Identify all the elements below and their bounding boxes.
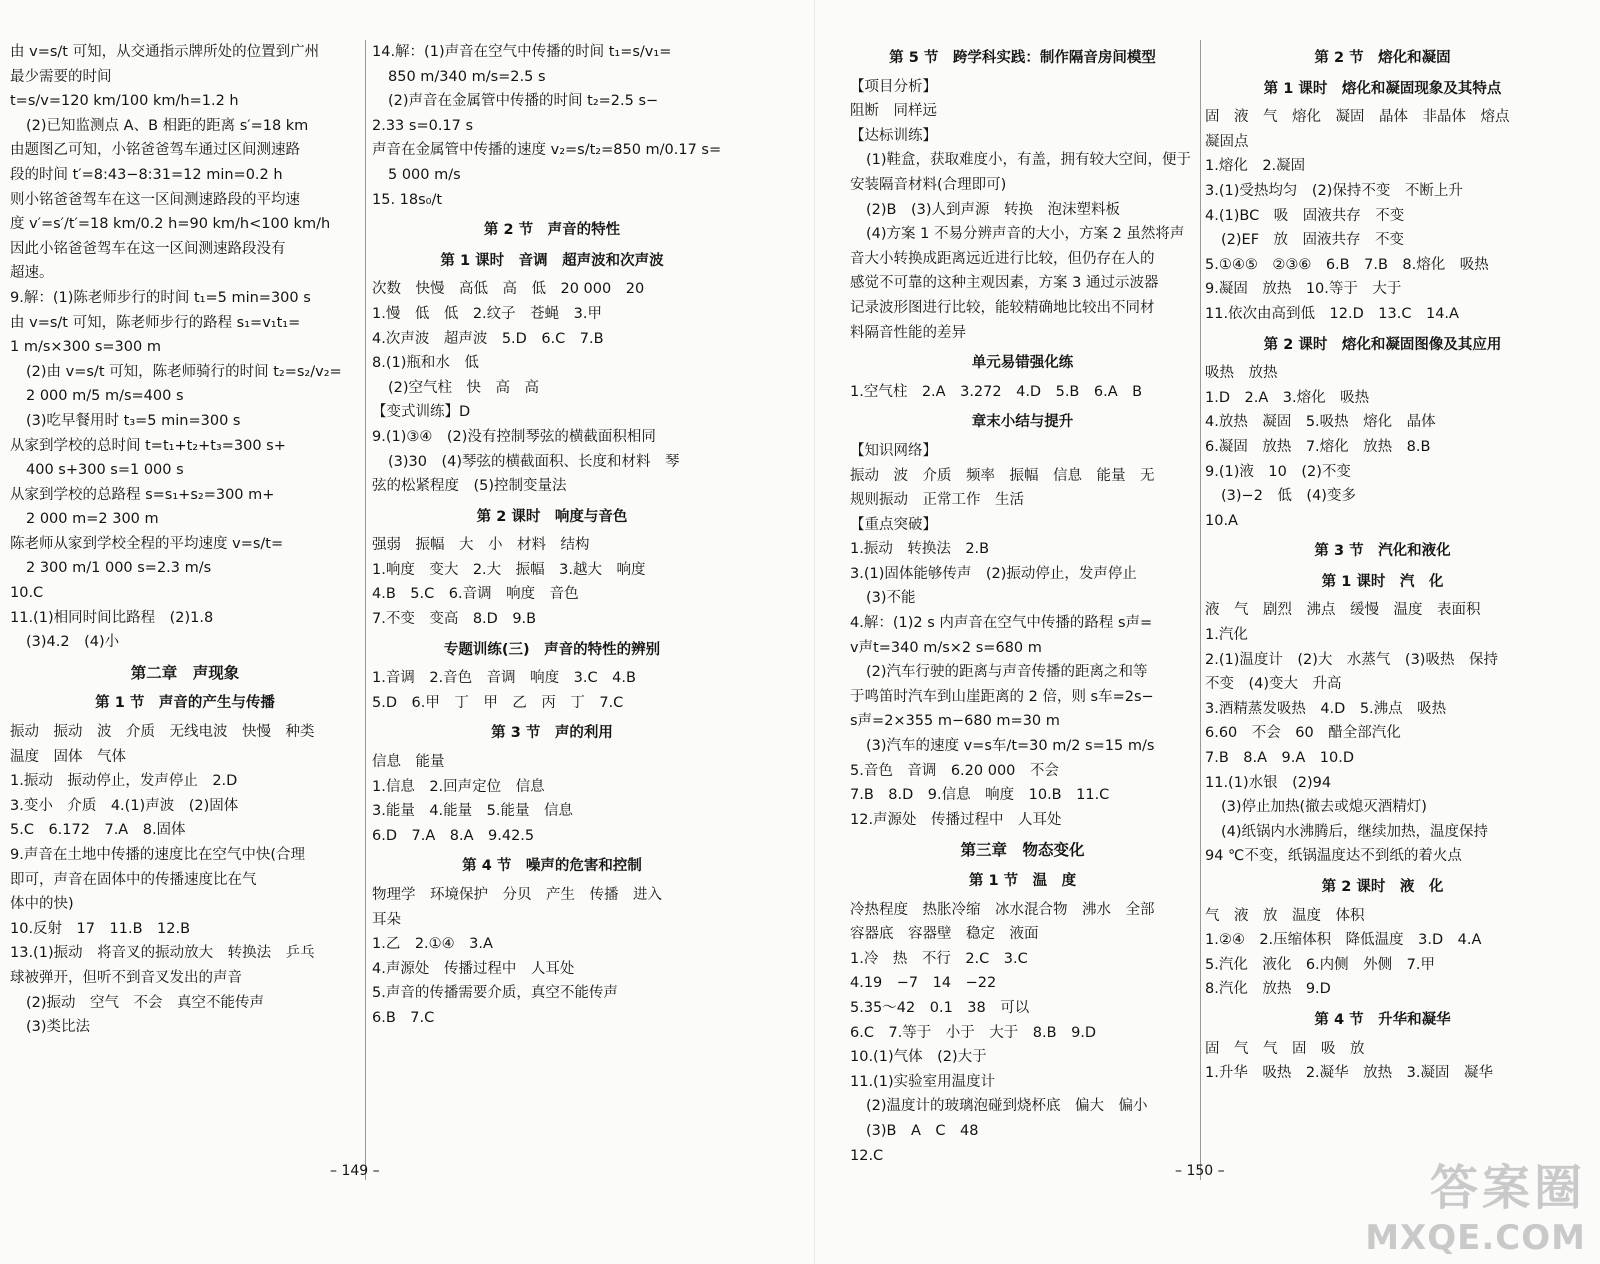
answer-line: 4.放热 凝固 5.吸热 熔化 晶体 [1205, 414, 1436, 431]
answer-line: 于鸣笛时汽车到山崖距离的 2 倍，则 s车=2s− [850, 688, 1154, 705]
answer-line: s声=2×355 m−680 m=30 m [850, 713, 1060, 730]
answer-line: 5.声音的传播需要介质，真空不能传声 [372, 985, 618, 1002]
answer-line: 9.凝固 放热 10.等于 大于 [1205, 281, 1402, 298]
answer-line: 温度 固体 气体 [10, 748, 126, 765]
answer-line: (3)30 (4)琴弦的横截面积、长度和材料 琴 [388, 453, 680, 470]
answer-line: 1.信息 2.回声定位 信息 [372, 778, 545, 795]
answer-line: 4.解：(1)2 s 内声音在空气中传播的路程 s声= [850, 615, 1153, 632]
answer-line: (3)吃早餐用时 t₃=5 min=300 s [26, 412, 241, 429]
answer-line: 则小铭爸爸驾车在这一区间测速路段的平均速 [10, 191, 300, 208]
section-heading: 第 2 课时 熔化和凝固图像及其应用 [1263, 336, 1502, 353]
answer-line: (2)温度计的玻璃泡碰到烧杯底 偏大 偏小 [866, 1098, 1148, 1115]
answer-line: 记录波形图进行比较，能较精确地比较出不同材 [850, 299, 1155, 316]
answer-line: 冷热程度 热胀冷缩 冰水混合物 沸水 全部 [850, 901, 1155, 918]
answer-line: 6.C 7.等于 小于 大于 8.B 9.D [850, 1024, 1097, 1041]
answer-line: 从家到学校的总路程 s=s₁+s₂=300 m+ [10, 486, 275, 503]
answer-line: 6.D 7.A 8.A 9.42.5 [372, 827, 535, 844]
answer-line: 不变 (4)变大 升高 [1205, 676, 1342, 693]
answer-line: (3)4.2 (4)小 [26, 634, 120, 651]
answer-line: 5.①④⑤ ②③⑥ 6.B 7.B 8.熔化 吸热 [1205, 256, 1489, 273]
answer-line: 声音在金属管中传播的速度 v₂=s/t₂=850 m/0.17 s= [372, 142, 722, 159]
answer-line: 12.C [850, 1147, 884, 1164]
answer-line: 2 000 m/5 m/s=400 s [26, 388, 184, 405]
answer-line: 3.(1)固体能够传声 (2)振动停止，发声停止 [850, 565, 1137, 582]
answer-line: 5.音色 音调 6.20 000 不会 [850, 762, 1059, 779]
answer-line: 5 000 m/s [388, 166, 461, 183]
answer-line: 6.凝固 放热 7.熔化 放热 8.B [1205, 438, 1431, 455]
answer-line: 2.(1)温度计 (2)大 水蒸气 (3)吸热 保持 [1205, 651, 1498, 668]
answer-line: 因此小铭爸爸驾车在这一区间测速路段没有 [10, 240, 286, 257]
answer-line: 吸热 放热 [1205, 365, 1278, 382]
answer-line: 最少需要的时间 [10, 68, 112, 85]
answer-line: 4.次声波 超声波 5.D 6.C 7.B [372, 330, 604, 347]
answer-line: 1.D 2.A 3.熔化 吸热 [1205, 389, 1370, 406]
answer-line: 次数 快慢 高低 高 低 20 000 20 [372, 281, 645, 298]
answer-line: 1.②④ 2.压缩体积 降低温度 3.D 4.A [1205, 932, 1482, 949]
answer-line: 弦的松紧程度 (5)控制变量法 [372, 478, 567, 495]
answer-line: 1.空气柱 2.A 3.272 4.D 5.B 6.A B [850, 383, 1143, 400]
answer-line: 【知识网络】 [850, 442, 937, 459]
answer-line: (3)不能 [866, 590, 916, 607]
answer-line: 【变式训练】D [372, 404, 471, 421]
answer-line: 1.振动 转换法 2.B [850, 541, 990, 558]
answer-line: v声t=340 m/s×2 s=680 m [850, 639, 1042, 656]
answer-line: t=s/v=120 km/100 km/h=1.2 h [10, 93, 239, 110]
answer-line: 振动 振动 波 介质 无线电波 快慢 种类 [10, 724, 315, 741]
column-divider [365, 40, 366, 1180]
column-divider [1200, 40, 1201, 1180]
answer-line: 段的时间 t′=8:43−8:31=12 min=0.2 h [10, 166, 283, 183]
left-column-1 [10, 40, 360, 1180]
answer-line: 2 000 m=2 300 m [26, 511, 159, 528]
section-heading: 第 5 节 跨学科实践：制作隔音房间模型 [889, 50, 1156, 66]
answer-line: 度 v′=s′/t′=18 km/0.2 h=90 km/h<100 km/h [10, 216, 331, 233]
section-heading: 第 2 节 声音的特性 [483, 222, 621, 239]
section-heading: 第 1 课时 熔化和凝固现象及其特点 [1263, 80, 1502, 97]
section-heading: 第 3 节 汽化和液化 [1314, 543, 1451, 560]
answer-line: (1)鞋盒，获取难度小，有盖，拥有较大空间，便于 [866, 152, 1192, 169]
answer-line: 11.(1)实验室用温度计 [850, 1073, 996, 1090]
answer-line: 7.B 8.D 9.信息 响度 10.B 11.C [850, 787, 1110, 804]
answer-line: 【重点突破】 [850, 516, 937, 533]
answer-line: 音大小转换成距离远近进行比较，但仍存在人的 [850, 250, 1155, 267]
answer-line: 7.不变 变高 8.D 9.B [372, 611, 537, 628]
left-column-2 [372, 40, 732, 1180]
answer-line: 【项目分析】 [850, 78, 937, 95]
answer-line: 400 s+300 s=1 000 s [26, 462, 184, 479]
answer-line: (2)振动 空气 不会 真空不能传声 [26, 994, 265, 1011]
answer-line: 8.汽化 放热 9.D [1205, 981, 1331, 998]
answer-line: 1.冷 热 不行 2.C 3.C [850, 950, 1028, 967]
answer-line: (2)由 v=s/t 可知，陈老师骑行的时间 t₂=s₂/v₂= [26, 363, 342, 380]
answer-line: 1.升华 吸热 2.凝华 放热 3.凝固 凝华 [1205, 1065, 1494, 1082]
answer-line: (2)B (3)人到声源 转换 泡沫塑料板 [866, 201, 1121, 218]
answer-line: 8.(1)瓶和水 低 [372, 355, 479, 372]
answer-line: 料隔音性能的差异 [850, 324, 966, 341]
answer-line: 振动 波 介质 频率 振幅 信息 能量 无 [850, 467, 1155, 484]
answer-line: 固 液 气 熔化 凝固 晶体 非晶体 熔点 [1205, 109, 1510, 126]
answer-line: 11.(1)相同时间比路程 (2)1.8 [10, 609, 214, 626]
answer-line: 由 v=s/t 可知，从交通指示牌所处的位置到广州 [10, 44, 320, 60]
answer-line: (2)已知监测点 A、B 相距的距离 s′=18 km [26, 117, 309, 134]
answer-line: 1.乙 2.①④ 3.A [372, 936, 493, 953]
answer-line: (2)EF 放 固液共存 不变 [1221, 232, 1405, 249]
answer-line: 3.能量 4.能量 5.能量 信息 [372, 803, 574, 820]
answer-line: 6.60 不会 60 醋全部汽化 [1205, 725, 1401, 742]
section-heading: 第 1 节 声音的产生与传播 [95, 695, 275, 712]
answer-line: 3.酒精蒸发吸热 4.D 5.沸点 吸热 [1205, 700, 1447, 717]
answer-line: 液 气 剧烈 沸点 缓慢 温度 表面积 [1205, 602, 1481, 619]
answer-line: 4.B 5.C 6.音调 响度 音色 [372, 586, 579, 603]
answer-line: 10.A [1205, 512, 1238, 529]
answer-line: 10.(1)气体 (2)大于 [850, 1049, 987, 1066]
book-spine [814, 0, 815, 1264]
answer-line: (3)汽车的速度 v=s车/t=30 m/2 s=15 m/s [866, 738, 1155, 755]
answer-line: 9.(1)液 10 (2)不变 [1205, 463, 1351, 480]
section-heading: 第 1 课时 音调 超声波和次声波 [440, 252, 664, 269]
answer-line: 94 ℃不变，纸锅温度达不到纸的着火点 [1205, 848, 1462, 865]
answer-line: (3)类比法 [26, 1019, 91, 1036]
answer-line: 7.B 8.A 9.A 10.D [1205, 750, 1355, 767]
answer-line: 2.33 s=0.17 s [372, 117, 474, 134]
left-page [10, 40, 790, 1180]
section-heading: 第二章 声现象 [130, 663, 240, 682]
section-heading: 第 1 节 温 度 [968, 873, 1077, 889]
answer-line: 850 m/340 m/s=2.5 s [388, 68, 546, 85]
answer-line: 即可，声音在固体中的传播速度比在气 [10, 871, 257, 888]
answer-line: (4)方案 1 不易分辨声音的大小，方案 2 虽然将声 [866, 226, 1185, 243]
section-heading: 第 4 节 噪声的危害和控制 [462, 858, 642, 875]
watermark-line1: 答案圈 [1429, 1160, 1586, 1216]
section-heading: 第 3 节 声的利用 [491, 725, 613, 742]
answer-line: (3)B A C 48 [866, 1122, 979, 1139]
answer-line: (2)汽车行驶的距离与声音传播的距离之和等 [866, 664, 1148, 681]
answer-line: (3)停止加热(撤去或熄灭酒精灯) [1221, 799, 1427, 816]
answer-line: 感觉不可靠的这种主观因素，方案 3 通过示波器 [850, 275, 1159, 292]
answer-line: 9.(1)③④ (2)没有控制琴弦的横截面积相同 [372, 428, 656, 445]
answer-line: 固 气 气 固 吸 放 [1205, 1040, 1365, 1057]
answer-line: 陈老师从家到学校全程的平均速度 v=s/t= [10, 535, 284, 552]
answer-line: 14.解：(1)声音在空气中传播的时间 t₁=s/v₁= [372, 44, 672, 60]
answer-line: 耳朵 [372, 911, 401, 928]
answer-line: 从家到学校的总时间 t=t₁+t₂+t₃=300 s+ [10, 437, 286, 454]
section-heading: 第 1 课时 汽 化 [1321, 573, 1444, 590]
answer-line: 3.变小 介质 4.(1)声波 (2)固体 [10, 797, 239, 814]
answer-line: 由题图乙可知，小铭爸爸驾车通过区间测速路 [10, 142, 300, 159]
answer-line: 11.依次由高到低 12.D 13.C 14.A [1205, 305, 1459, 322]
section-heading: 第 2 课时 液 化 [1321, 879, 1444, 895]
answer-line: 【达标训练】 [850, 127, 937, 144]
section-heading: 单元易错强化练 [971, 355, 1074, 372]
answer-line: 9.声音在土地中传播的速度比在空气中快(合理 [10, 847, 305, 863]
answer-line: 气 液 放 温度 体积 [1205, 907, 1365, 924]
answer-line: 1.慢 低 低 2.纹子 苍蝇 3.甲 [372, 305, 603, 322]
answer-line: (3)−2 低 (4)变多 [1221, 488, 1356, 505]
section-heading: 第三章 物态变化 [960, 841, 1085, 860]
section-heading: 第 4 节 升华和凝华 [1314, 1011, 1451, 1028]
answer-line: 5.C 6.172 7.A 8.固体 [10, 822, 186, 839]
answer-line: 12.声源处 传播过程中 人耳处 [850, 811, 1062, 828]
watermark-logo [1365, 1149, 1586, 1258]
answer-line: 超速。 [10, 265, 54, 282]
page-number-left: – 149 – [330, 1163, 380, 1179]
answer-line: 球被弹开，但听不到音叉发出的声音 [10, 969, 242, 986]
answer-line: 3.(1)受热均匀 (2)保持不变 不断上升 [1205, 182, 1463, 199]
answer-line: 5.35～42 0.1 38 可以 [850, 999, 1030, 1016]
answer-line: 1 m/s×300 s=300 m [10, 339, 161, 356]
answer-line: 9.解：(1)陈老师步行的时间 t₁=5 min=300 s [10, 289, 311, 306]
answer-line: 15. 18s₀/t [372, 191, 443, 208]
answer-line: 5.汽化 液化 6.内侧 外侧 7.甲 [1205, 956, 1436, 973]
answer-line: 6.B 7.C [372, 1009, 435, 1026]
right-column-2 [1205, 40, 1560, 1180]
right-column-1 [850, 40, 1195, 1180]
answer-line: 1.响度 变大 2.大 振幅 3.越大 响度 [372, 561, 646, 578]
answer-line: 10.C [10, 585, 44, 602]
right-page [850, 40, 1600, 1180]
answer-line: 安装隔音材料(合理即可) [850, 176, 1007, 193]
answer-line: 1.熔化 2.凝固 [1205, 158, 1306, 175]
answer-line: 物理学 环境保护 分贝 产生 传播 进入 [372, 887, 662, 903]
answer-line: 4.(1)BC 吸 固液共存 不变 [1205, 207, 1405, 224]
answer-line: 容器底 容器壁 稳定 液面 [850, 926, 1039, 943]
answer-line: 11.(1)水银 (2)94 [1205, 774, 1332, 791]
answer-line: 13.(1)振动 将音叉的振动放大 转换法 乒乓 [10, 945, 315, 962]
section-heading: 第 2 课时 响度与音色 [476, 508, 628, 525]
answer-line: 阻断 同样远 [850, 103, 937, 120]
answer-line: 4.声源处 传播过程中 人耳处 [372, 960, 575, 977]
section-heading: 专题训练(三) 声音的特性的辨别 [443, 641, 661, 658]
answer-line: 5.D 6.甲 丁 甲 乙 丙 丁 7.C [372, 694, 624, 711]
answer-line: 10.反射 17 11.B 12.B [10, 920, 191, 937]
answer-line: 1.振动 振动停止，发声停止 2.D [10, 773, 238, 790]
answer-line: 1.音调 2.音色 音调 响度 3.C 4.B [372, 670, 636, 687]
answer-line: (2)空气柱 快 高 高 [388, 379, 540, 396]
page-number-right: – 150 – [1175, 1163, 1225, 1179]
answer-line: 4.19 −7 14 −22 [850, 975, 997, 992]
answer-line: 1.汽化 [1205, 627, 1248, 644]
answer-line: 凝固点 [1205, 133, 1249, 150]
answer-line: 规则振动 正常工作 生活 [850, 492, 1024, 509]
watermark-line2: MXQE.COM [1365, 1218, 1586, 1258]
section-heading: 章末小结与提升 [971, 414, 1074, 431]
answer-line: 由 v=s/t 可知，陈老师步行的路程 s₁=v₁t₁= [10, 314, 301, 331]
answer-line: 2 300 m/1 000 s=2.3 m/s [26, 560, 212, 577]
answer-line: 体中的快) [10, 896, 74, 913]
answer-line: 强弱 振幅 大 小 材料 结构 [372, 537, 590, 554]
answer-line: 信息 能量 [372, 754, 445, 771]
answer-line: (2)声音在金属管中传播的时间 t₂=2.5 s− [388, 93, 659, 110]
section-heading: 第 2 节 熔化和凝固 [1314, 50, 1451, 66]
answer-line: (4)纸锅内水沸腾后，继续加热，温度保持 [1221, 823, 1489, 840]
